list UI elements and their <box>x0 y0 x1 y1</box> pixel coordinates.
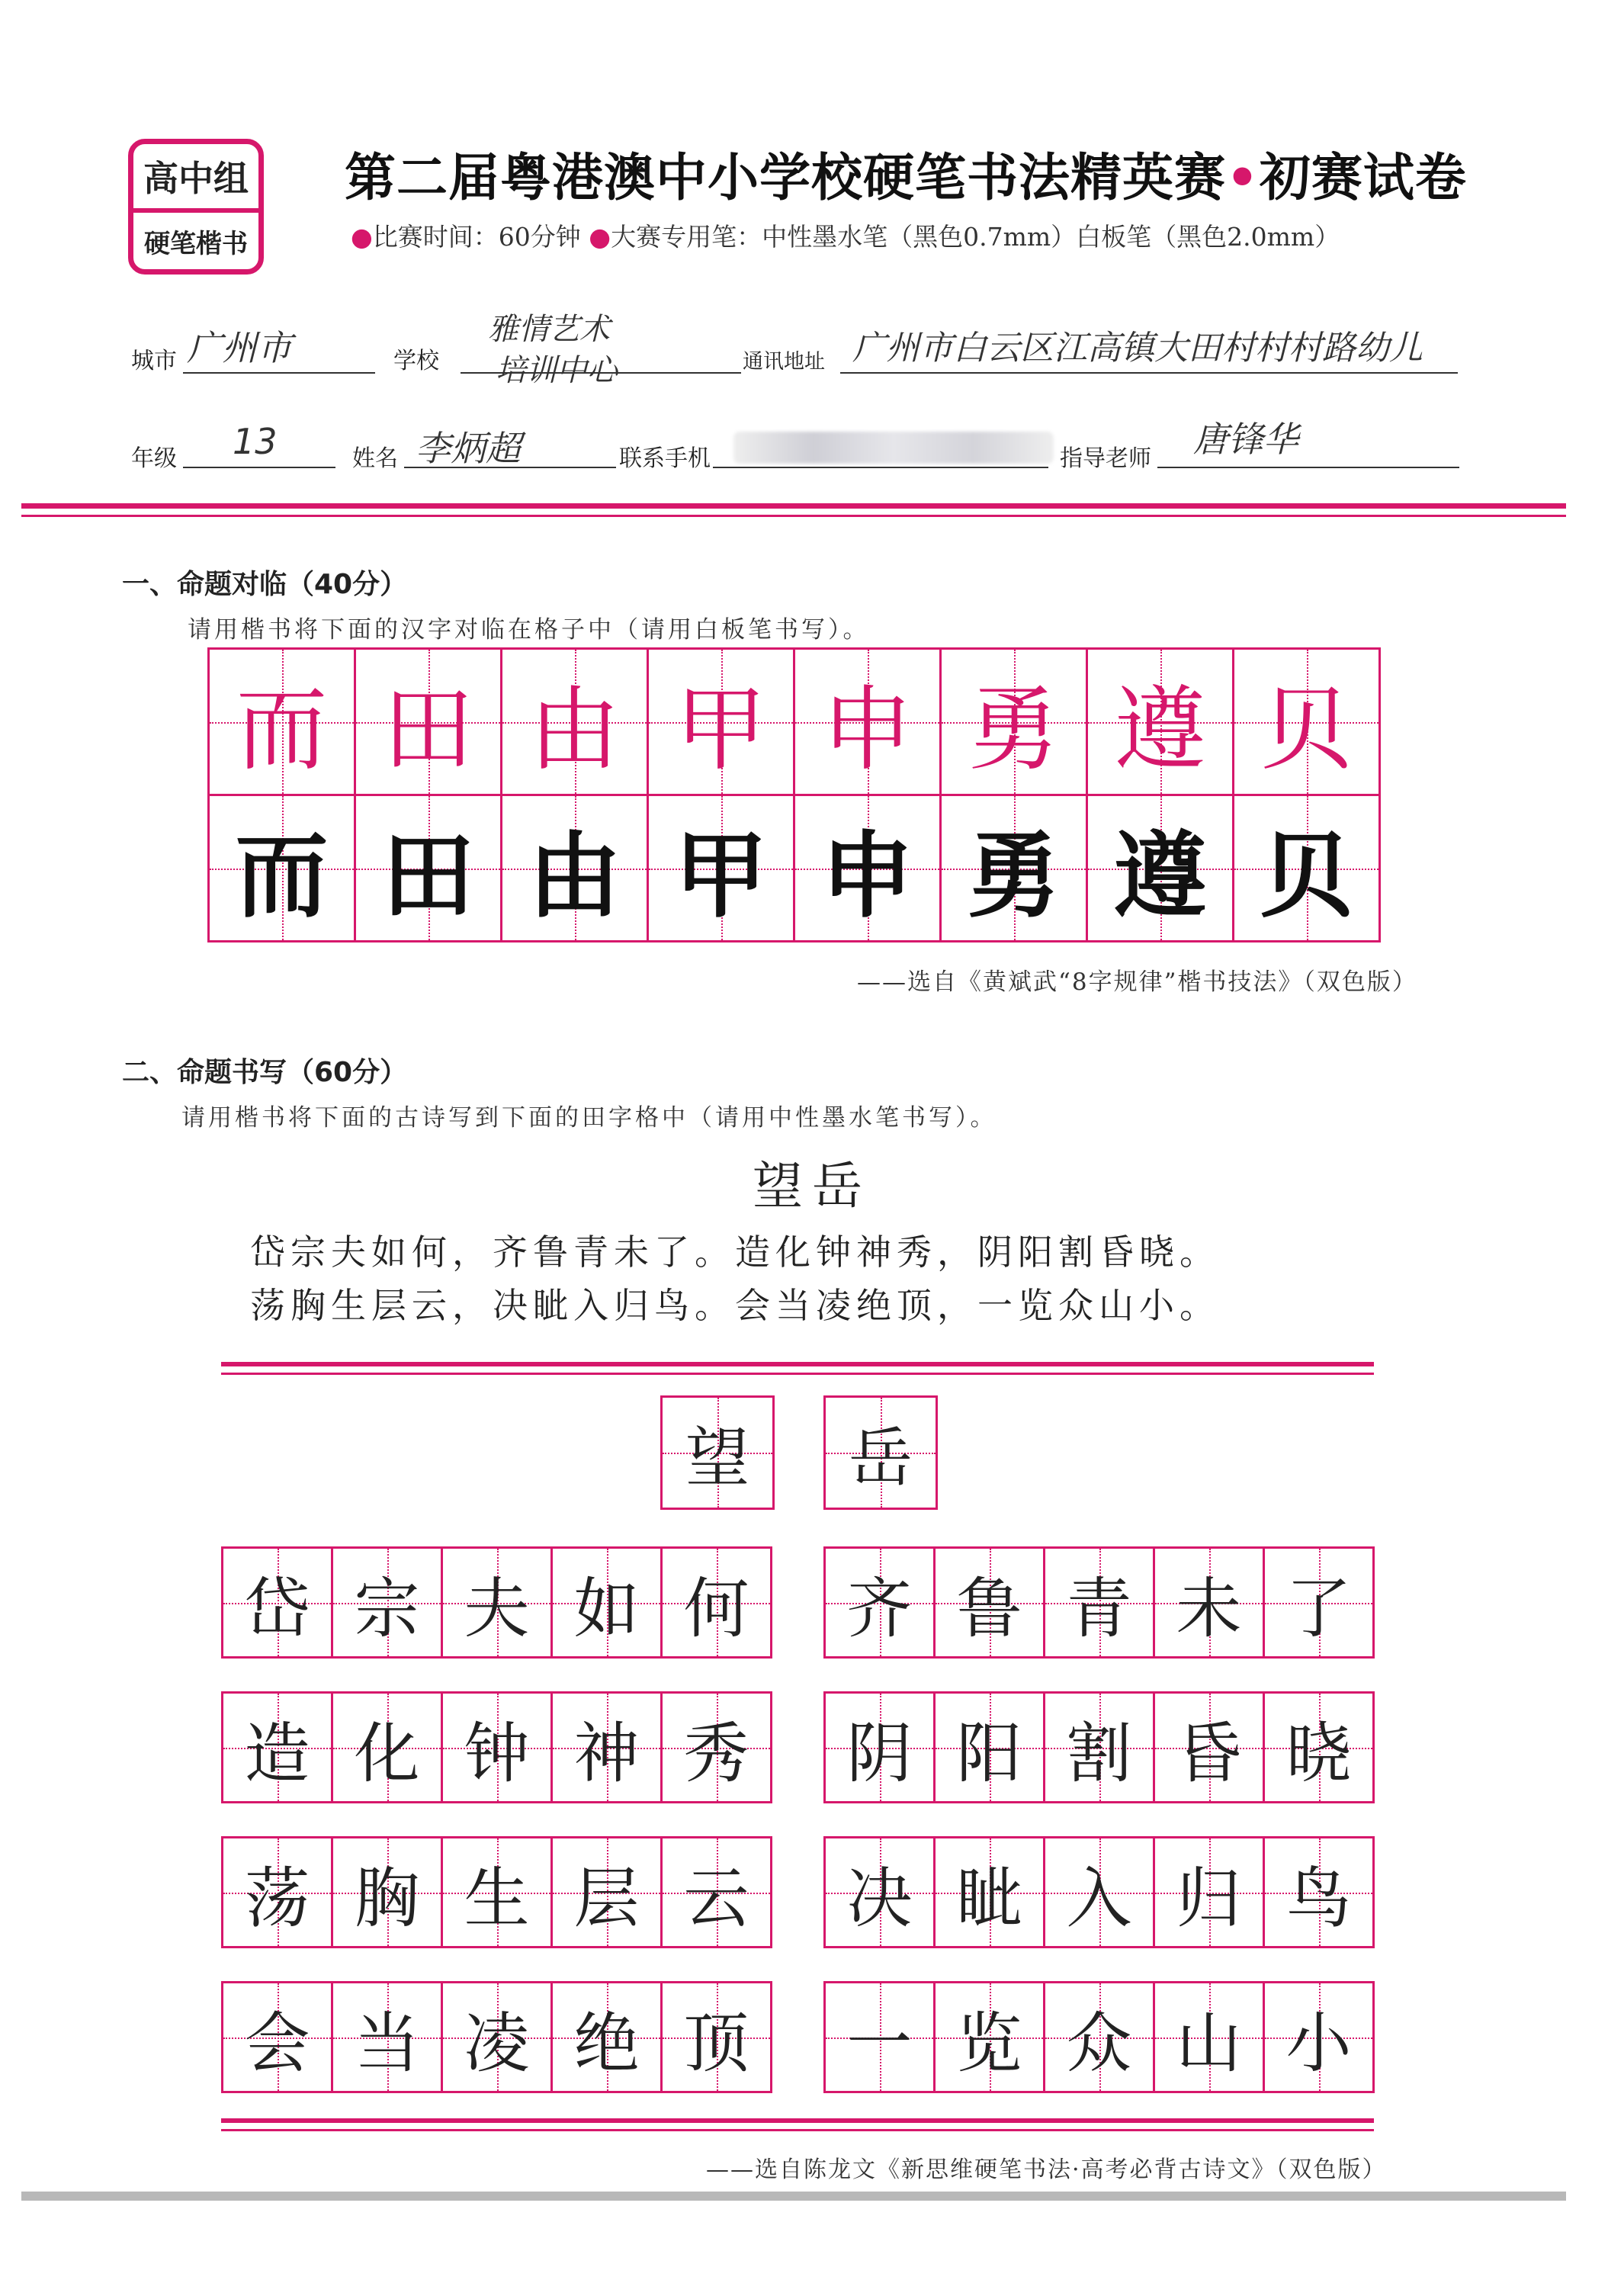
name-field[interactable]: 李炳超 <box>416 428 521 469</box>
poem-char-cell[interactable] <box>660 1691 772 1803</box>
poem-char-cell[interactable] <box>823 1546 936 1659</box>
copy-char-cell[interactable] <box>647 794 795 942</box>
grid-character: 岳 <box>848 1420 913 1495</box>
grid-character: 决 <box>846 1860 913 1937</box>
section1-source: ——选自《黄斌武“8字规律”楷书技法》（双色版） <box>857 968 1417 996</box>
grid-character: 当 <box>354 2005 420 2082</box>
poem-char-cell[interactable] <box>221 1546 333 1659</box>
grid-character: 阴 <box>846 1715 913 1792</box>
model-char-cell[interactable] <box>500 647 649 796</box>
address-label: 通讯地址 <box>743 350 825 374</box>
poem-char-cell[interactable] <box>1153 1691 1265 1803</box>
footer-band <box>21 2192 1566 2201</box>
grid-character: 遵 <box>1114 676 1206 783</box>
grid-character: 层 <box>573 1860 640 1937</box>
grid-character: 鸟 <box>1285 1860 1352 1937</box>
grid-character: 青 <box>1066 1570 1132 1647</box>
grid-character: 遵 <box>1113 822 1207 930</box>
header-divider-top <box>21 503 1566 509</box>
poem-char-cell[interactable] <box>331 1981 443 2093</box>
grid-character: 由 <box>528 676 621 783</box>
poem-divider-top <box>221 1362 1374 1366</box>
grid-character: 了 <box>1285 1570 1352 1647</box>
grid-character: 由 <box>528 822 621 930</box>
bullet-icon: ● <box>351 222 373 252</box>
poem-char-cell[interactable] <box>933 1691 1045 1803</box>
grid-character: 甲 <box>674 822 768 930</box>
model-char-cell[interactable] <box>1086 647 1234 796</box>
poem-char-cell[interactable] <box>933 1981 1045 2093</box>
section2-instruction: 请用楷书将下面的古诗写到下面的田字格中（请用中性墨水笔书写）。 <box>181 1104 997 1132</box>
poem-char-cell[interactable] <box>441 1836 553 1948</box>
grid-character: 云 <box>683 1860 749 1937</box>
poem-char-cell[interactable] <box>1263 1836 1375 1948</box>
model-char-cell[interactable] <box>647 647 795 796</box>
copy-char-cell[interactable] <box>1232 794 1381 942</box>
school-field-line1[interactable]: 雅情艺术 <box>488 312 610 347</box>
section2-heading: 二、命题书写（60分） <box>122 1057 408 1088</box>
copy-char-cell[interactable] <box>793 794 942 942</box>
poem-char-cell[interactable] <box>550 1691 663 1803</box>
poem-char-cell[interactable] <box>550 1546 663 1659</box>
grid-character: 凌 <box>464 2005 530 2082</box>
grid-character: 入 <box>1066 1860 1132 1937</box>
grid-character: 化 <box>354 1715 420 1792</box>
poem-char-cell[interactable] <box>441 1691 553 1803</box>
model-char-cell[interactable] <box>207 647 356 796</box>
grid-character: 昏 <box>1176 1715 1242 1792</box>
poem-char-cell[interactable] <box>1263 1546 1375 1659</box>
page-title <box>345 137 1467 210</box>
teacher-label: 指导老师 <box>1060 445 1151 472</box>
grade-field[interactable]: 13 <box>233 421 278 462</box>
poem-char-cell[interactable] <box>1263 1981 1375 2093</box>
poem-line-1: 岱宗夫如何，齐鲁青未了。造化钟神秀，阴阳割昏晓。 <box>250 1231 1220 1273</box>
poem-char-cell[interactable] <box>660 1981 772 2093</box>
poem-char-cell[interactable] <box>823 1691 936 1803</box>
grid-character: 如 <box>573 1570 640 1647</box>
badge-group-label: 高中组 <box>133 144 258 213</box>
poem-char-cell[interactable] <box>933 1546 1045 1659</box>
grid-character: 顶 <box>683 2005 749 2082</box>
copy-char-cell[interactable] <box>500 794 649 942</box>
poem-char-cell[interactable] <box>331 1836 443 1948</box>
grid-character: 秀 <box>683 1715 749 1792</box>
poem-title: 望岳 <box>753 1157 871 1215</box>
grid-character: 鲁 <box>956 1570 1022 1647</box>
copy-char-cell[interactable] <box>939 794 1088 942</box>
grid-character: 夫 <box>464 1570 530 1647</box>
city-underline <box>183 372 375 374</box>
poem-char-cell[interactable] <box>221 1836 333 1948</box>
grid-character: 申 <box>820 822 914 930</box>
model-char-cell[interactable] <box>793 647 942 796</box>
grid-character: 贝 <box>1260 822 1353 930</box>
grid-character: 生 <box>464 1860 530 1937</box>
poem-title-cell[interactable] <box>823 1395 938 1510</box>
poem-char-cell[interactable] <box>1263 1691 1375 1803</box>
footer-divider-top <box>221 2118 1374 2123</box>
poem-divider-bottom <box>221 1373 1374 1375</box>
grid-character: 会 <box>244 2005 310 2082</box>
grid-character: 小 <box>1285 2005 1352 2082</box>
grid-character: 众 <box>1066 2005 1132 2082</box>
copy-char-cell[interactable] <box>1086 794 1234 942</box>
poem-char-cell[interactable] <box>823 1836 936 1948</box>
poem-char-cell[interactable] <box>1043 1546 1155 1659</box>
grid-character: 神 <box>573 1715 640 1792</box>
poem-char-cell[interactable] <box>221 1981 333 2093</box>
title-main: 第二届粤港澳中小学校硬笔书法精英赛 <box>345 148 1226 207</box>
poem-char-cell[interactable] <box>660 1546 772 1659</box>
address-field[interactable]: 广州市白云区江高镇大田村村村路幼儿 <box>852 329 1423 368</box>
poem-char-cell[interactable] <box>221 1691 333 1803</box>
grid-character: 览 <box>956 2005 1022 2082</box>
section1-heading: 一、命题对临（40分） <box>122 569 408 600</box>
footer-divider-bottom <box>221 2129 1374 2131</box>
phone-underline <box>713 467 1048 468</box>
poem-char-cell[interactable] <box>1043 1836 1155 1948</box>
badge-category-label: 硬笔楷书 <box>144 228 248 259</box>
city-label: 城市 <box>131 348 177 374</box>
grade-underline <box>183 467 335 468</box>
phone-field-redacted[interactable] <box>733 432 1054 464</box>
poem-char-cell[interactable] <box>550 1836 663 1948</box>
poem-char-cell[interactable] <box>823 1981 936 2093</box>
poem-char-cell[interactable] <box>331 1691 443 1803</box>
grid-character: 荡 <box>244 1860 310 1937</box>
title-dot: • <box>1226 148 1260 207</box>
poem-char-cell[interactable] <box>1153 1836 1265 1948</box>
grid-character: 田 <box>382 676 474 783</box>
address-underline <box>840 372 1458 374</box>
school-field-line2[interactable]: 培训中心 <box>496 353 618 388</box>
grid-character: 申 <box>821 676 913 783</box>
exam-info <box>351 217 1340 253</box>
time-label: 比赛时间：60分钟 <box>372 222 581 252</box>
copy-char-cell[interactable] <box>354 794 502 942</box>
poem-char-cell[interactable] <box>660 1836 772 1948</box>
header-divider-bottom <box>21 515 1566 517</box>
pen-label: 大赛专用笔：中性墨水笔（黑色0.7mm）白板笔（黑色2.0mm） <box>611 222 1340 252</box>
grid-character: 造 <box>244 1715 310 1792</box>
grid-character: 齐 <box>846 1570 913 1647</box>
poem-char-cell[interactable] <box>331 1546 443 1659</box>
section2-source: ——选自陈龙文《新思维硬笔书法·高考必背古诗文》（双色版） <box>706 2156 1387 2183</box>
poem-char-cell[interactable] <box>1043 1691 1155 1803</box>
grid-character: 归 <box>1176 1860 1242 1937</box>
poem-char-cell[interactable] <box>441 1981 553 2093</box>
grid-character: 望 <box>685 1420 749 1495</box>
grid-character: 未 <box>1176 1570 1242 1647</box>
grid-character: 而 <box>236 676 328 783</box>
model-char-cell[interactable] <box>1232 647 1381 796</box>
model-char-cell[interactable] <box>354 647 502 796</box>
title-suffix: 初赛试卷 <box>1259 148 1467 207</box>
group-badge <box>128 139 264 275</box>
grid-character: 贝 <box>1260 676 1353 783</box>
grid-character: 山 <box>1176 2005 1242 2082</box>
poem-char-cell[interactable] <box>933 1836 1045 1948</box>
grid-character: 一 <box>846 2005 913 2082</box>
poem-char-cell[interactable] <box>550 1981 663 2093</box>
model-char-cell[interactable] <box>939 647 1088 796</box>
grid-character: 绝 <box>573 2005 640 2082</box>
city-field[interactable]: 广州市 <box>187 327 292 368</box>
grid-character: 胸 <box>354 1860 420 1937</box>
section1-instruction: 请用楷书将下面的汉字对临在格子中（请用白板笔书写）。 <box>188 616 870 644</box>
grid-character: 甲 <box>675 676 767 783</box>
poem-char-cell[interactable] <box>441 1546 553 1659</box>
grid-character: 田 <box>381 822 475 930</box>
poem-char-cell[interactable] <box>1043 1981 1155 2093</box>
grid-character: 钟 <box>464 1715 530 1792</box>
grid-character: 晓 <box>1285 1715 1352 1792</box>
grid-character: 阳 <box>956 1715 1022 1792</box>
poem-char-cell[interactable] <box>1153 1546 1265 1659</box>
teacher-underline <box>1157 467 1459 468</box>
poem-line-2: 荡胸生层云，决眦入归鸟。会当凌绝顶，一览众山小。 <box>250 1285 1220 1326</box>
name-label: 姓名 <box>352 445 398 472</box>
poem-title-cell[interactable] <box>660 1395 775 1510</box>
grid-character: 眦 <box>956 1860 1022 1937</box>
school-label: 学校 <box>393 348 439 374</box>
grid-character: 割 <box>1066 1715 1132 1792</box>
grid-character: 勇 <box>968 676 1060 783</box>
grid-character: 宗 <box>354 1570 420 1647</box>
grid-character: 而 <box>235 822 329 930</box>
grid-character: 岱 <box>244 1570 310 1647</box>
phone-label: 联系手机 <box>619 445 711 472</box>
poem-char-cell[interactable] <box>1153 1981 1265 2093</box>
grid-character: 勇 <box>967 822 1061 930</box>
grid-character: 何 <box>683 1570 749 1647</box>
copy-char-cell[interactable] <box>207 794 356 942</box>
grade-label: 年级 <box>131 445 177 472</box>
bullet-icon: ● <box>589 222 611 252</box>
teacher-field[interactable]: 唐锋华 <box>1193 419 1298 460</box>
